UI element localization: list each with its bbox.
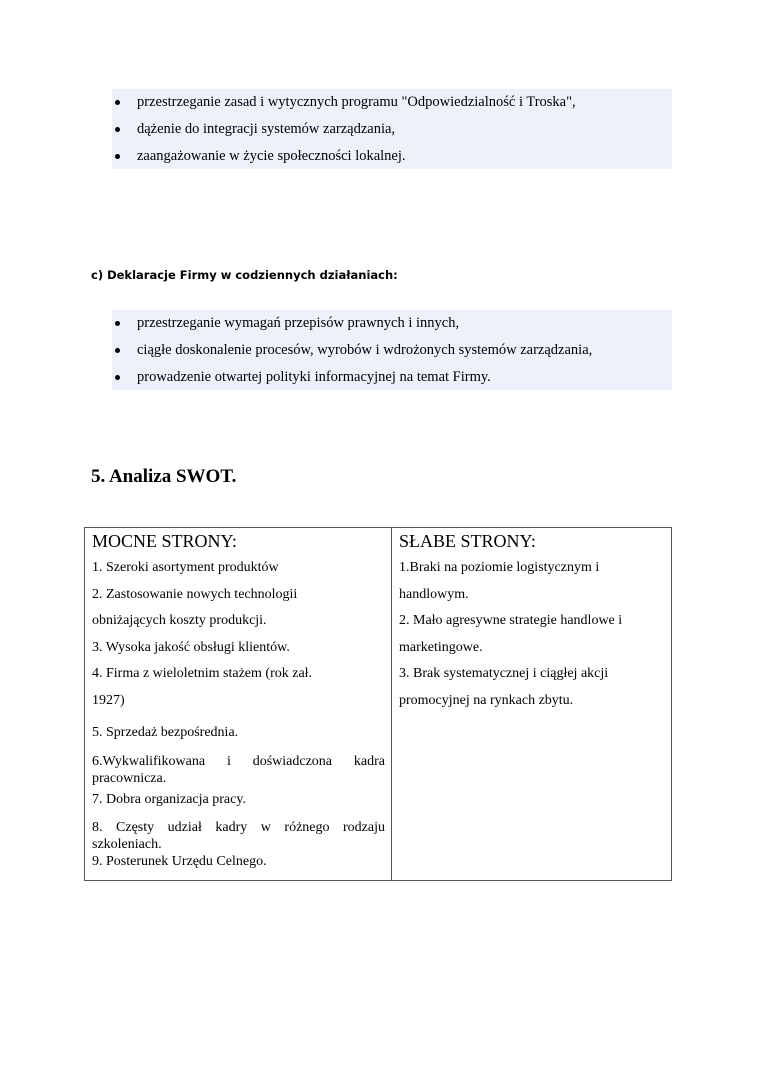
- strength-line: 6.Wykwalifikowana i doświadczona kadra pracownicza.: [92, 753, 385, 786]
- weakness-line: handlowym.: [399, 586, 469, 602]
- strengths-header: MOCNE STRONY:: [92, 531, 237, 551]
- bullet-icon: [115, 127, 120, 132]
- section-c-heading: c) Deklaracje Firmy w codziennych działaniach:: [91, 268, 398, 282]
- strengths-cell: [85, 528, 392, 881]
- weakness-line: marketingowe.: [399, 639, 483, 655]
- bullet-icon: [115, 348, 120, 353]
- bullet-list-program: [112, 89, 672, 169]
- bullet-icon: [115, 100, 120, 105]
- strength-line: 8. Częsty udział kadry w różnego rodzaju szkoleniach.: [92, 820, 385, 852]
- list-item: przestrzeganie wymagań przepisów prawnych i innych,: [112, 310, 672, 337]
- strength-line: 5. Sprzedaż bezpośrednia.: [92, 725, 239, 740]
- weakness-line: 2. Mało agresywne strategie handlowe i: [399, 613, 623, 628]
- bullet-icon: [115, 154, 120, 159]
- strength-line: 7. Dobra organizacja pracy.: [92, 791, 246, 807]
- strength-line: 2. Zastosowanie nowych technologii: [92, 586, 298, 602]
- weakness-line: promocyjnej na rynkach zbytu.: [399, 692, 574, 708]
- weakness-line: 3. Brak systematycznej i ciągłej akcji: [399, 666, 609, 681]
- bullet-list-declarations: [112, 310, 672, 390]
- strength-line: 1927): [92, 692, 125, 708]
- bullet-icon: [115, 321, 120, 326]
- swot-section-title: 5. Analiza SWOT.: [91, 466, 237, 487]
- bullet-icon: [115, 375, 120, 380]
- strength-line: 3. Wysoka jakość obsługi klientów.: [92, 639, 290, 655]
- list-item: ciągłe doskonalenie procesów, wyrobów i wdrożonych systemów zarządzania,: [112, 337, 672, 364]
- list-item: zaangażowanie w życie społeczności lokalnej.: [112, 143, 672, 170]
- list-item: dążenie do integracji systemów zarządzania,: [112, 116, 672, 143]
- list-item: przestrzeganie zasad i wytycznych programu "Odpowiedzialność i Troska",: [112, 89, 672, 116]
- weaknesses-header: SŁABE STRONY:: [399, 531, 536, 551]
- strength-line: 9. Posterunek Urzędu Celnego.: [92, 854, 267, 869]
- swot-table: [84, 527, 672, 881]
- strength-line: obniżających koszty produkcji.: [92, 613, 267, 628]
- weaknesses-cell: [392, 528, 672, 881]
- weakness-line: 1.Braki na poziomie logistycznym i: [399, 560, 600, 575]
- strength-line: 4. Firma z wieloletnim stażem (rok zał.: [92, 666, 313, 681]
- list-item: prowadzenie otwartej polityki informacyjnej na temat Firmy.: [112, 364, 672, 391]
- strength-line: 1. Szeroki asortyment produktów: [92, 560, 279, 575]
